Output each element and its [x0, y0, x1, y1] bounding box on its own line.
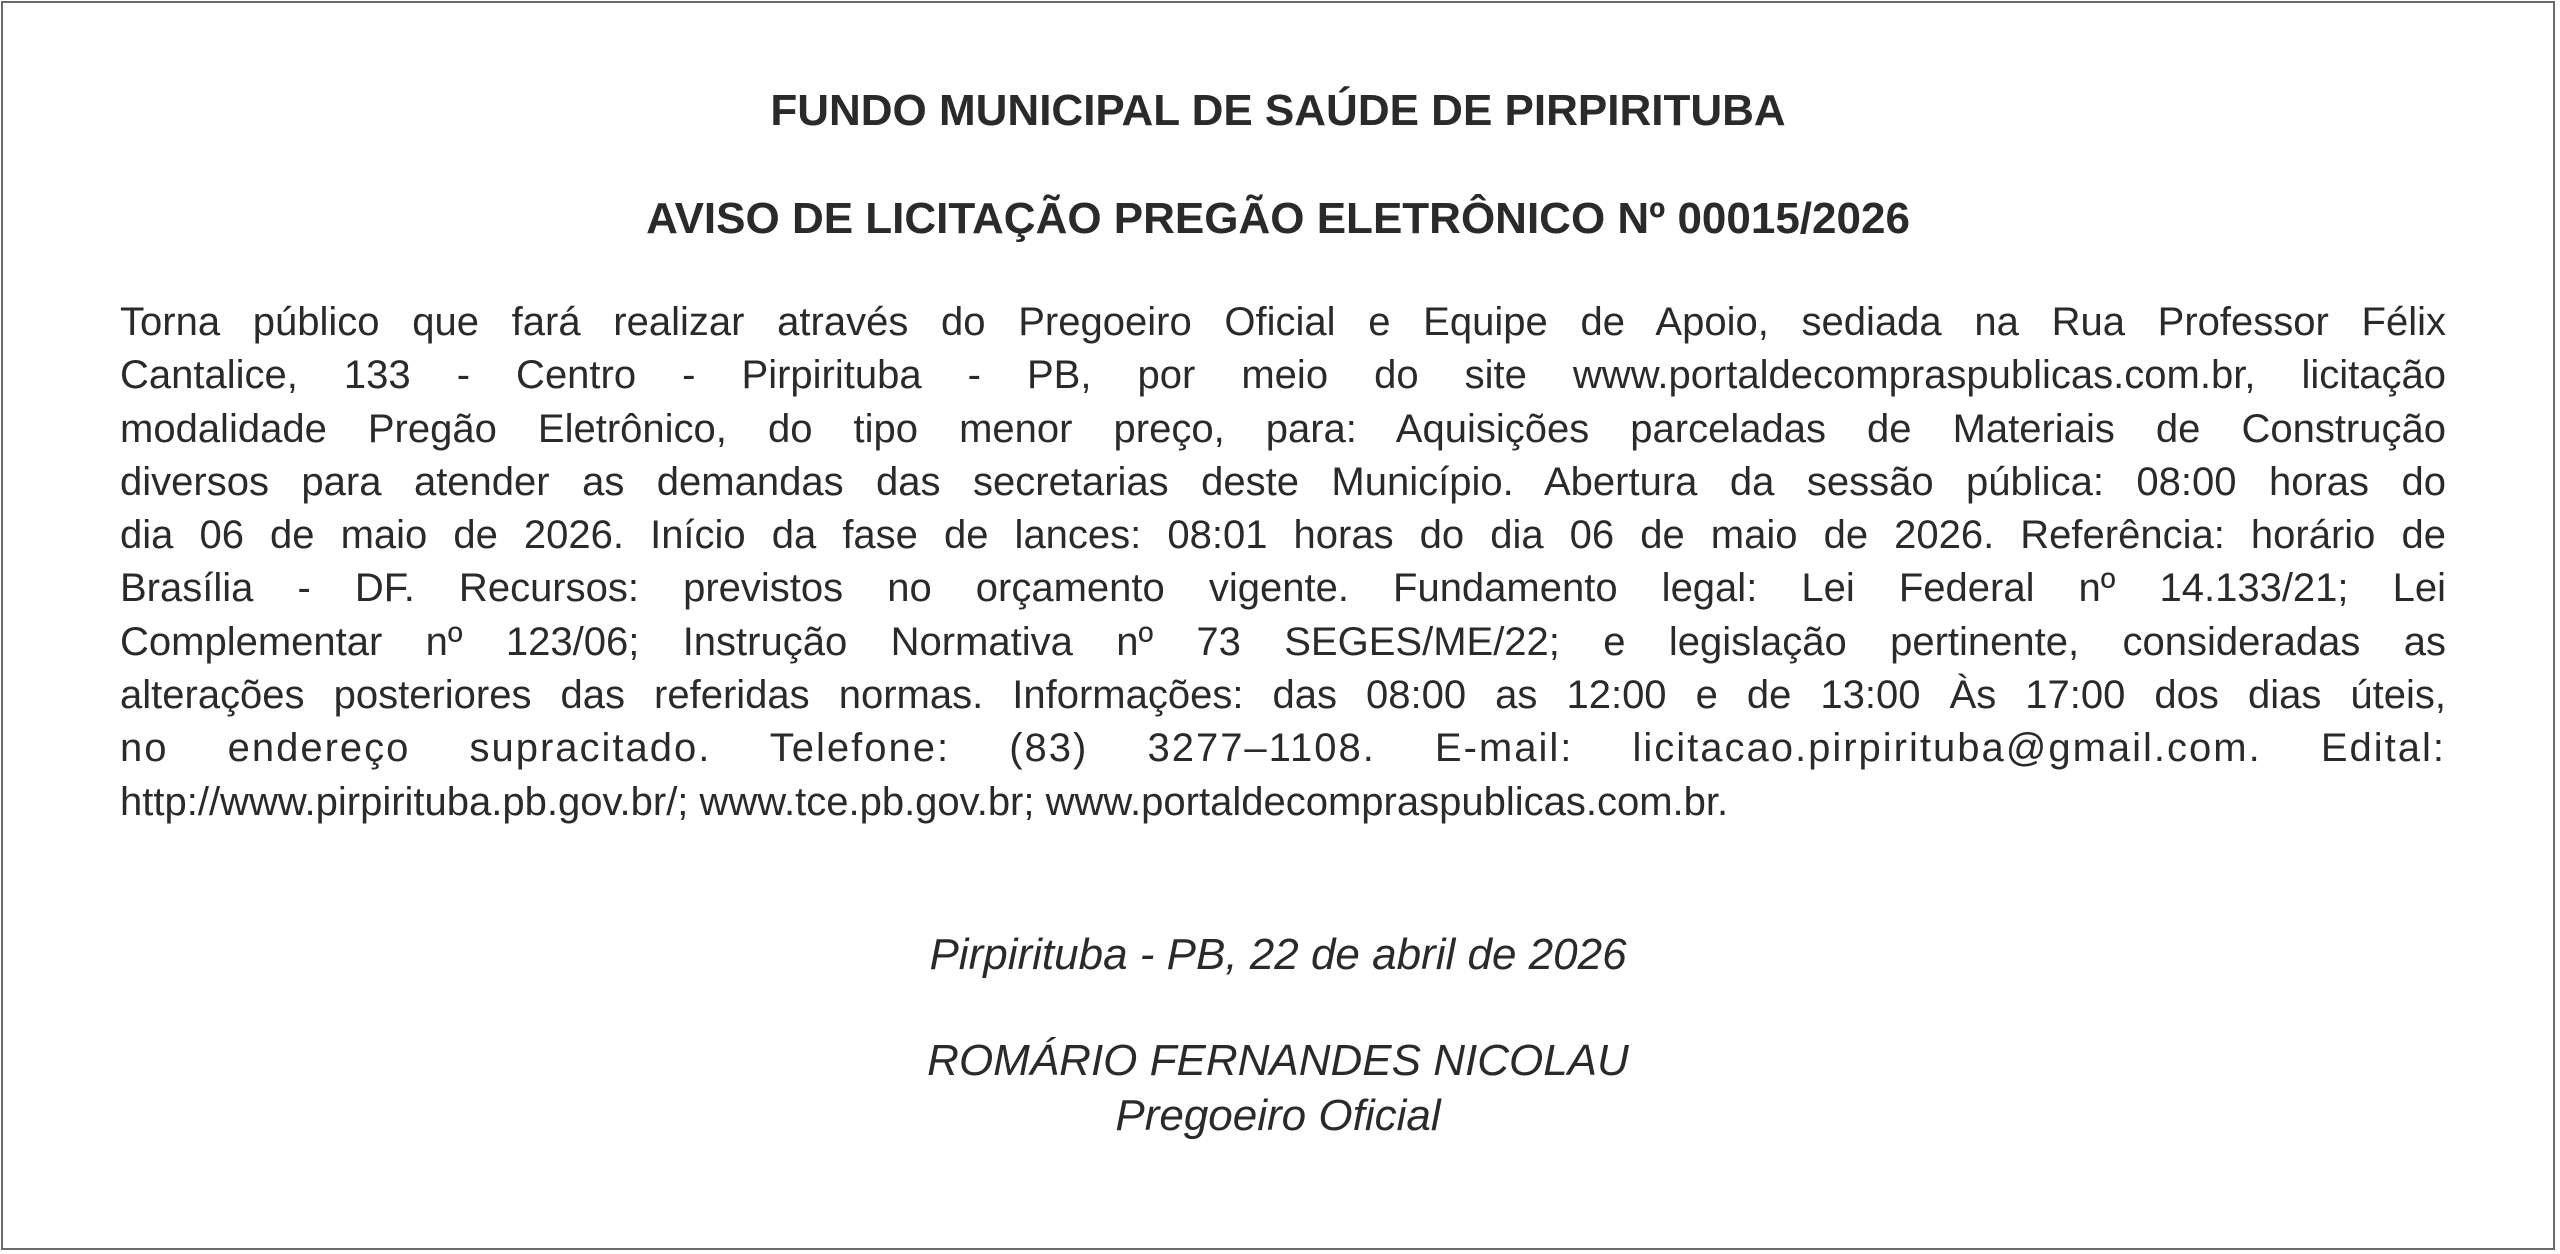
place-date: Pirpirituba - PB, 22 de abril de 2026 — [929, 930, 1627, 979]
body-line: Brasília - DF. Recursos: previstos no orçamento vigente. Fundamento legal: Lei Federal nº 14.133/21; Lei — [120, 566, 2446, 611]
body-line: dia 06 de maio de 2026. Início da fase de lances: 08:01 horas do dia 06 de maio de 2026. Referência: horário de — [120, 513, 2446, 558]
body-line: Cantalice, 133 - Centro - Pirpirituba - PB, por meio do site www.portaldecompraspublicas.com.br, licitação — [120, 353, 2446, 398]
body-line: alterações posteriores das referidas normas. Informações: das 08:00 as 12:00 e de 13:00 Às 17:00 dos dias úteis, — [120, 673, 2446, 718]
body-line: modalidade Pregão Eletrônico, do tipo menor preço, para: Aquisições parceladas de Materiais de Construção — [120, 406, 2446, 451]
notice-body — [120, 296, 2446, 829]
notice-title: AVISO DE LICITAÇÃO PREGÃO ELETRÔNICO Nº 00015/2026 — [646, 194, 1910, 243]
notice-frame — [1, 1, 2555, 1250]
body-line: Torna público que fará realizar através do Pregoeiro Oficial e Equipe de Apoio, sediada na Rua Professor Félix — [120, 300, 2446, 344]
body-line: Complementar nº 123/06; Instrução Normativa nº 73 SEGES/ME/22; e legislação pertinente, consideradas as — [120, 619, 2446, 664]
signer-name: ROMÁRIO FERNANDES NICOLAU — [927, 1036, 1629, 1085]
signer-role: Pregoeiro Oficial — [1115, 1091, 1441, 1140]
body-line: no endereço supracitado. Telefone: (83) 3277–1108. E-mail: licitacao.pirpirituba@gmail.com. Edital: — [120, 726, 2446, 771]
body-line: diversos para atender as demandas das secretarias deste Município. Abertura da sessão pública: 08:00 horas do — [120, 459, 2446, 504]
org-title: FUNDO MUNICIPAL DE SAÚDE DE PIRPIRITUBA — [770, 86, 1786, 135]
body-line: http://www.pirpirituba.pb.gov.br/; www.tce.pb.gov.br; www.portaldecompraspublicas.com.br. — [120, 779, 1729, 824]
